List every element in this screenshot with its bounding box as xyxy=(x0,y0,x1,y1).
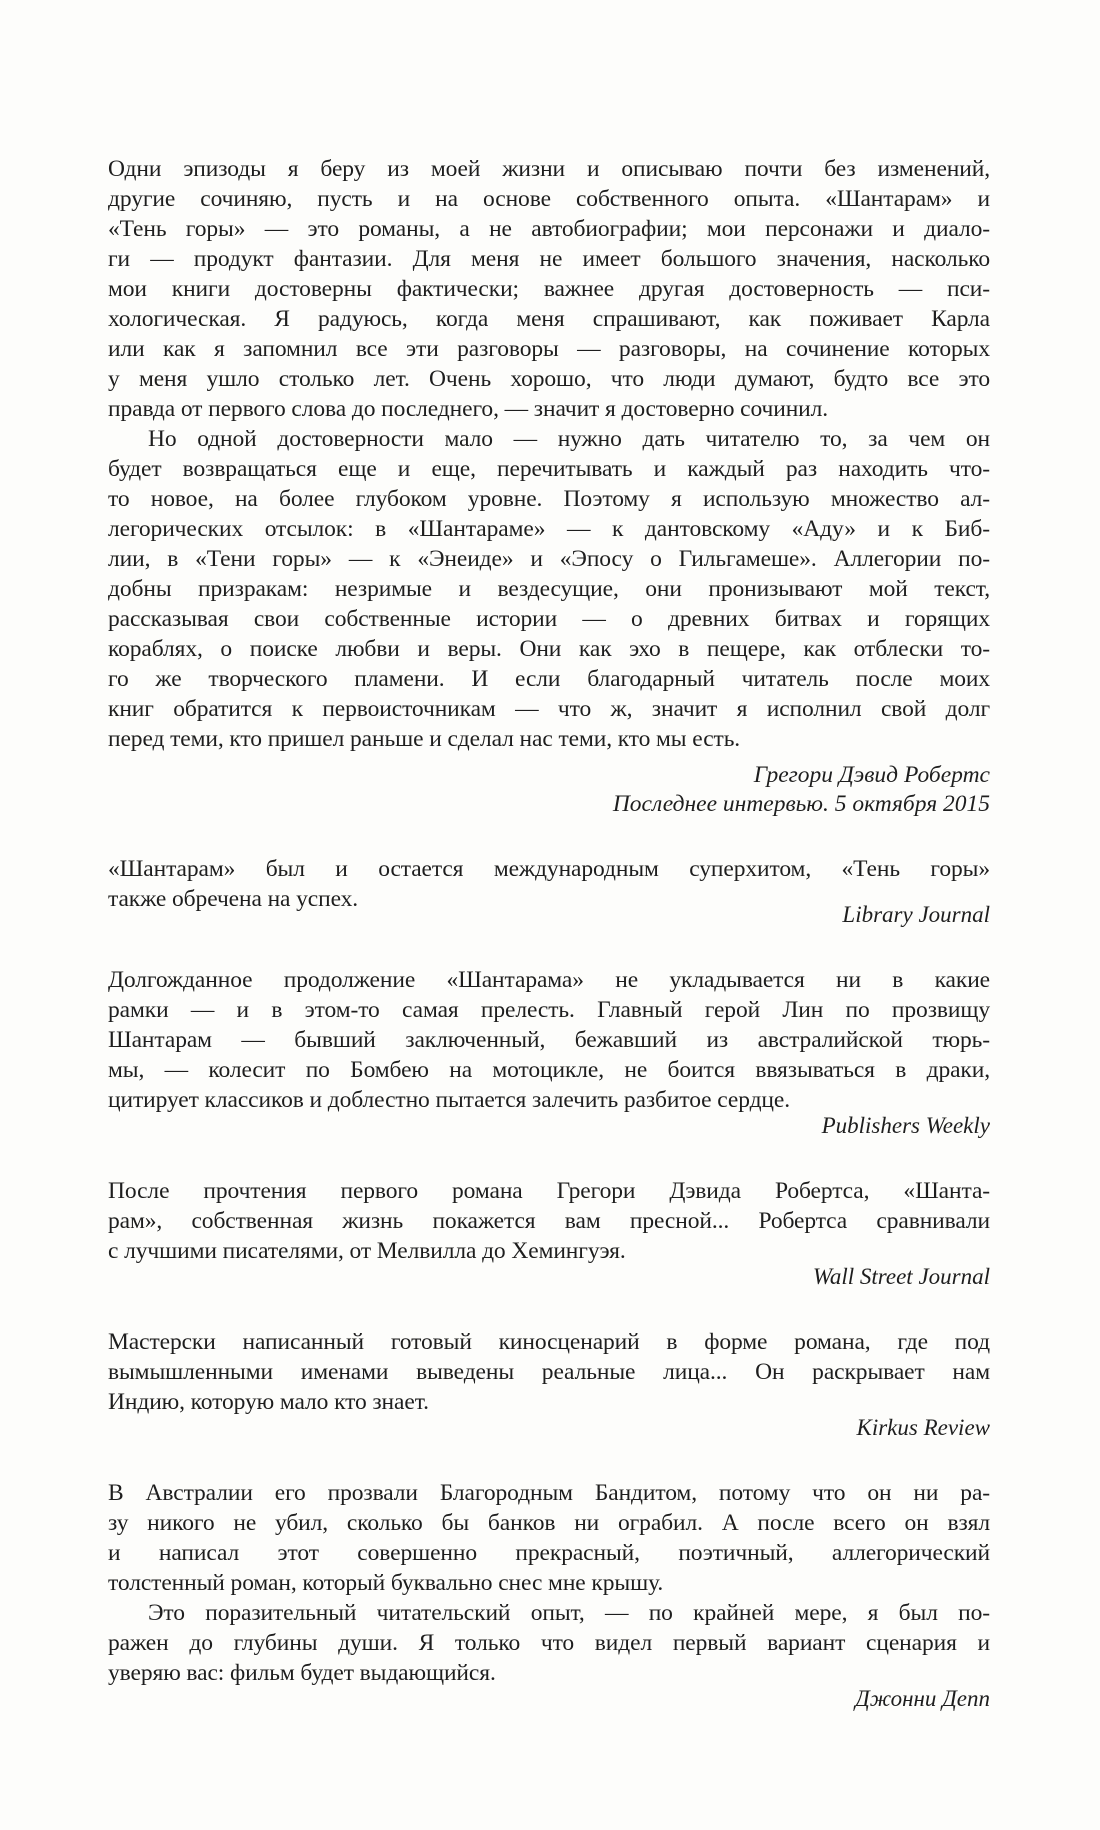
text-line: то новое, на более глубоком уровне. Поэтому я использую множество ал- xyxy=(108,486,990,512)
attribution-interview: Последнее интервью. 5 октября 2015 xyxy=(612,791,990,817)
paragraph xyxy=(108,1327,990,1417)
review-quote xyxy=(108,965,990,1115)
text-line: го же творческого пламени. И если благодарный читатель после моих xyxy=(108,666,990,692)
review-wall-street-journal xyxy=(108,1176,990,1292)
text-line: перед теми, кто пришел раньше и сделал нас теми, кто мы есть. xyxy=(108,726,741,752)
review-kirkus-review xyxy=(108,1327,990,1443)
attribution-author: Грегори Дэвид Робертс xyxy=(753,762,990,788)
text-line: ги — продукт фантазии. Для меня не имеет большого значения, насколько xyxy=(108,246,990,272)
text-line: рам», собственная жизнь покажется вам пресной... Робертса сравнивали xyxy=(108,1208,990,1234)
paragraph xyxy=(108,1478,990,1598)
text-line: толстенный роман, который буквально снес мне крышу. xyxy=(108,1570,664,1596)
text-line: «Шантарам» был и остается международным суперхитом, «Тень горы» xyxy=(108,856,990,882)
review-publishers-weekly xyxy=(108,965,990,1141)
text-line: ражен до глубины души. Я только что видел первый вариант сценария и xyxy=(108,1630,990,1656)
paragraph xyxy=(108,1176,990,1266)
text-line: уверяю вас: фильм будет выдающийся. xyxy=(108,1660,496,1686)
author-note-section xyxy=(108,154,990,819)
text-line: После прочтения первого романа Грегори Дэвида Робертса, «Шанта- xyxy=(108,1178,990,1204)
text-line: легорических отсылок: в «Шантараме» — к дантовскому «Аду» и к Биб- xyxy=(108,516,990,542)
text-line: хологическая. Я радуюсь, когда меня спрашивают, как поживает Карла xyxy=(108,306,990,332)
text-line: мы, — колесит по Бомбею на мотоцикле, не боится ввязываться в драки, xyxy=(108,1057,990,1083)
paragraph xyxy=(108,965,990,1115)
review-source: Publishers Weekly xyxy=(821,1113,990,1138)
text-line: или как я запомнил все эти разговоры — разговоры, на сочинение которых xyxy=(108,336,990,362)
text-line: Но одной достоверности мало — нужно дать читателю то, за чем он xyxy=(148,426,990,452)
review-source: Library Journal xyxy=(842,902,990,927)
paragraph xyxy=(108,1598,990,1688)
author-note-text xyxy=(108,154,990,754)
text-line: также обречена на успех. xyxy=(108,886,359,912)
text-line: зу никого не убил, сколько бы банков ни ограбил. А после всего он взял xyxy=(108,1510,990,1536)
text-line: кораблях, о поиске любви и веры. Они как эхо в пещере, как отблески то- xyxy=(108,636,990,662)
review-quote xyxy=(108,1327,990,1417)
author-note-attribution xyxy=(108,761,990,819)
text-line: и написал этот совершенно прекрасный, поэтичный, аллегорический xyxy=(108,1540,990,1566)
text-line: Индию, которую мало кто знает. xyxy=(108,1389,429,1415)
text-line: книг обратится к первоисточникам — что ж, значит я исполнил свой долг xyxy=(108,696,990,722)
text-line: цитирует классиков и доблестно пытается залечить разбитое сердце. xyxy=(108,1087,791,1113)
text-line: с лучшими писателями, от Мелвилла до Хемингуэя. xyxy=(108,1238,626,1264)
text-line: рассказывая свои собственные истории — о древних битвах и горящих xyxy=(108,606,990,632)
paragraph xyxy=(108,154,990,424)
text-line: у меня ушло столько лет. Очень хорошо, что люди думают, будто все это xyxy=(108,366,990,392)
text-line: Это поразительный читательский опыт, — по крайней мере, я был по- xyxy=(148,1600,990,1626)
text-line: Шантарам — бывший заключенный, бежавший из австралийской тюрь- xyxy=(108,1027,990,1053)
text-line: будет возвращаться еще и еще, перечитывать и каждый раз находить что- xyxy=(108,456,990,482)
text-line: «Тень горы» — это романы, а не автобиографии; мои персонажи и диало- xyxy=(108,216,990,242)
review-quote xyxy=(108,1478,990,1688)
review-library-journal xyxy=(108,854,990,930)
text-line: другие сочиняю, пусть и на основе собственного опыта. «Шантарам» и xyxy=(108,186,990,212)
text-line: вымышленными именами выведены реальные лица... Он раскрывает нам xyxy=(108,1359,990,1385)
paragraph xyxy=(108,424,990,754)
text-line: мои книги достоверны фактически; важнее другая достоверность — пси- xyxy=(108,276,990,302)
text-line: Одни эпизоды я беру из моей жизни и описываю почти без изменений, xyxy=(108,156,990,182)
review-source: Wall Street Journal xyxy=(812,1264,990,1289)
page-content xyxy=(108,154,990,1714)
review-source: Джонни Депп xyxy=(855,1686,990,1711)
text-line: Долгожданное продолжение «Шантарама» не укладывается ни в какие xyxy=(108,967,990,993)
review-quote xyxy=(108,1176,990,1266)
review-source: Kirkus Review xyxy=(856,1415,990,1440)
text-line: В Австралии его прозвали Благородным Бандитом, потому что он ни ра- xyxy=(108,1480,990,1506)
review-johnny-depp xyxy=(108,1478,990,1714)
text-line: рамки — и в этом-то самая прелесть. Главный герой Лин по прозвищу xyxy=(108,997,990,1023)
text-line: Мастерски написанный готовый киносценарий в форме романа, где под xyxy=(108,1329,990,1355)
text-line: правда от первого слова до последнего, — значит я достоверно сочинил. xyxy=(108,396,829,422)
text-line: добны призракам: незримые и вездесущие, они пронизывают мой текст, xyxy=(108,576,990,602)
text-line: лии, в «Тени горы» — к «Энеиде» и «Эпосу о Гильгамеше». Аллегории по- xyxy=(108,546,990,572)
